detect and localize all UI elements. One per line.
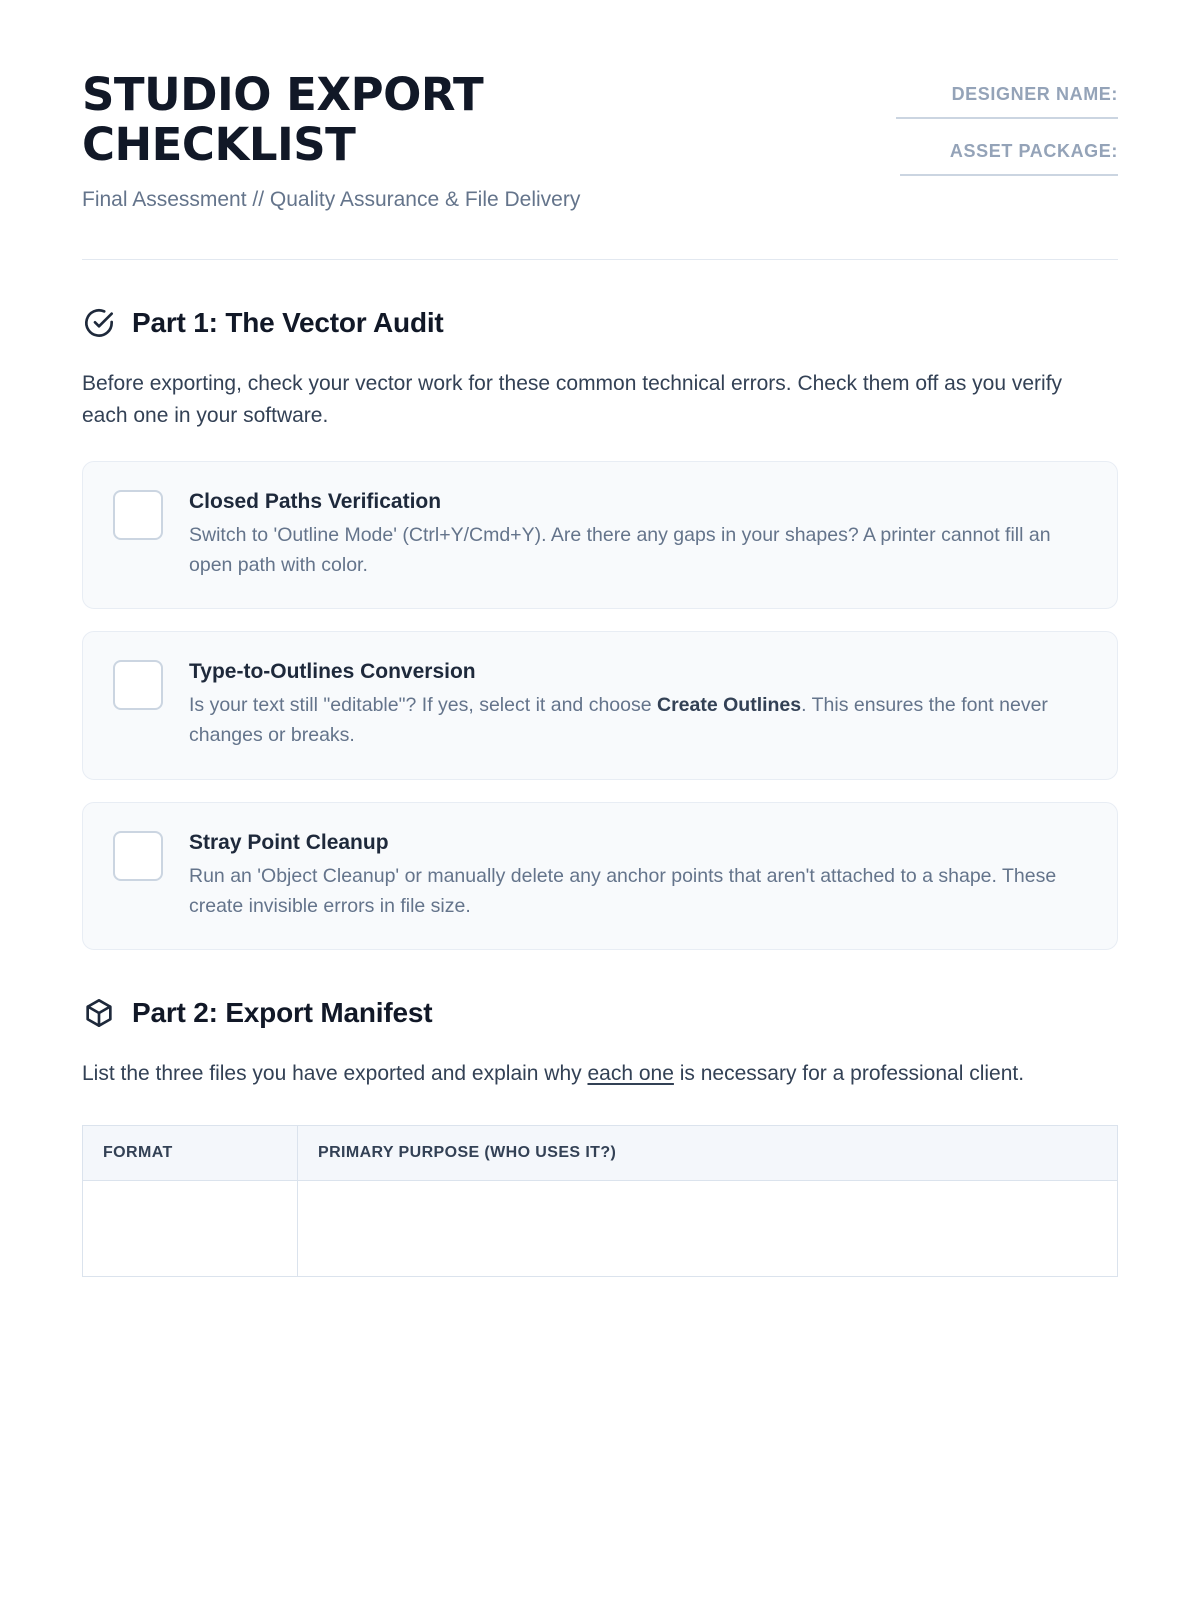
list-item-text-before: Is your text still "editable"? If yes, select it and choose bbox=[189, 694, 657, 717]
header-left bbox=[82, 70, 682, 215]
header-fields bbox=[888, 70, 1118, 198]
table-body bbox=[83, 1180, 1118, 1276]
list-item-title: Closed Paths Verification bbox=[189, 489, 442, 513]
part-2-heading bbox=[82, 996, 1118, 1030]
list-item-text: Run an 'Object Cleanup' or manually delete any anchor points that aren't attached to a shape. These create invisible errors in file size. bbox=[189, 864, 1057, 917]
list-item-text: Switch to 'Outline Mode' (Ctrl+Y/Cmd+Y). Are there any gaps in your shapes? A printer cannot fill an open path with color. bbox=[189, 523, 1051, 576]
part-1-heading bbox=[82, 306, 1118, 340]
document-header bbox=[82, 70, 1118, 215]
list-item[interactable] bbox=[82, 461, 1118, 609]
part-2-title: Part 2: Export Manifest bbox=[132, 997, 433, 1028]
asset-package-label: ASSET PACKAGE: bbox=[949, 141, 1118, 161]
part-2-desc-underline: each one bbox=[587, 1062, 674, 1085]
header-divider bbox=[82, 259, 1118, 260]
cell-format[interactable] bbox=[83, 1180, 298, 1276]
list-item[interactable] bbox=[82, 802, 1118, 950]
cell-primary-purpose[interactable] bbox=[298, 1180, 1118, 1276]
package-icon bbox=[82, 996, 116, 1030]
list-item-body bbox=[189, 829, 1087, 921]
table-row[interactable] bbox=[83, 1180, 1118, 1276]
part-2-description bbox=[82, 1058, 1092, 1091]
export-manifest-table bbox=[82, 1125, 1118, 1277]
part-1-title: Part 1: The Vector Audit bbox=[132, 306, 444, 338]
checkbox-type-to-outlines[interactable] bbox=[113, 660, 163, 710]
designer-name-label: DESIGNER NAME: bbox=[951, 84, 1118, 104]
list-item-body bbox=[189, 658, 1087, 750]
designer-name-input[interactable] bbox=[896, 117, 1118, 119]
checkbox-stray-point[interactable] bbox=[113, 831, 163, 881]
checklist bbox=[82, 461, 1118, 950]
column-header-format: FORMAT bbox=[83, 1125, 298, 1180]
list-item[interactable] bbox=[82, 631, 1118, 779]
page-subtitle: Final Assessment // Quality Assurance & File Delivery bbox=[82, 187, 581, 211]
table-head bbox=[83, 1125, 1118, 1180]
page-title: STUDIO EXPORT CHECKLIST bbox=[82, 68, 484, 172]
section-part-2 bbox=[82, 996, 1118, 1277]
column-header-primary-purpose: PRIMARY PURPOSE (WHO USES IT?) bbox=[298, 1125, 1118, 1180]
list-item-text-emphasis: Create Outlines bbox=[657, 694, 802, 717]
list-item-text bbox=[189, 690, 1087, 750]
list-item-title: Type-to-Outlines Conversion bbox=[189, 660, 476, 684]
table-header-row bbox=[83, 1125, 1118, 1180]
list-item-text-after: . This ensures the font never changes or breaks. bbox=[189, 694, 1048, 747]
list-item-title: Stray Point Cleanup bbox=[189, 830, 389, 854]
section-part-1 bbox=[82, 306, 1118, 950]
check-circle-icon bbox=[82, 306, 116, 340]
part-2-desc-after: is necessary for a professional client. bbox=[673, 1062, 1025, 1085]
list-item-body bbox=[189, 488, 1087, 580]
part-2-desc-before: List the three files you have exported and explain why bbox=[82, 1062, 588, 1085]
asset-package-input[interactable] bbox=[900, 174, 1118, 176]
checkbox-closed-paths[interactable] bbox=[113, 490, 163, 540]
part-1-description: Before exporting, check your vector work for these common technical errors. Check them off as you verify each one in your software. bbox=[82, 371, 1063, 428]
